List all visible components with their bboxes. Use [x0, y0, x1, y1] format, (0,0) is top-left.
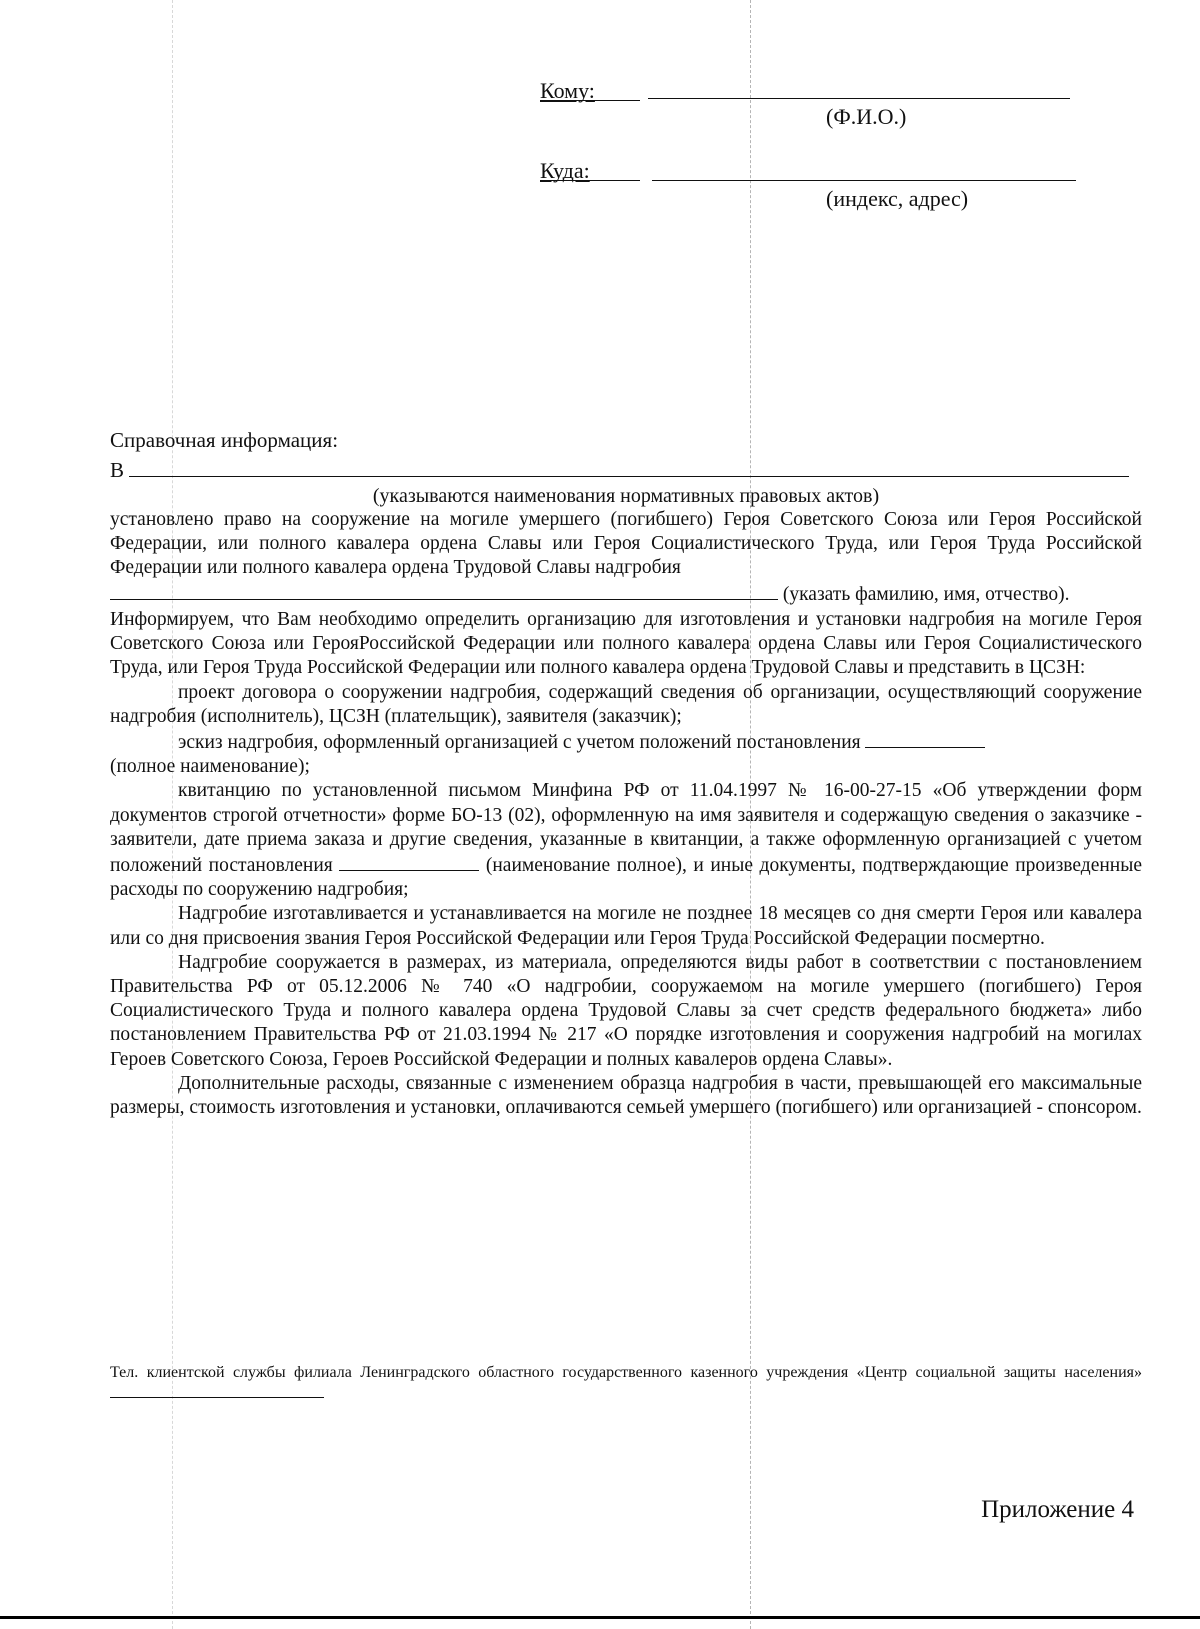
item-receipt-text: квитанцию по установленной письмом Минфина РФ от 11.04.1997 № 16-00-27-15 «Об утверждении форм документов строгой отчетности» форме БО-13 (02), оформленную на имя заявителя и содержащую сведения о заказчике - заявители, дате приема заказа и другие сведения, указанные в квитанции, а также оформленную организацией с учетом положений постановления — [110, 780, 1142, 877]
item-receipt-tail: (наименование полное), и иные документы, подтверждающие произведенные расходы по сооружению надгробия; — [110, 855, 1142, 901]
to-label: Кому: — [540, 78, 595, 103]
right-text: установлено право на сооружение на могиле умершего (погибшего) Героя Советского Союза или Героя Российской Федерации, или полного кавалера ордена Славы или Героя Социалистического Труда, или Героя Труда Российской Федерации или полного кавалера ордена Трудовой Славы надгробия — [110, 509, 1142, 579]
receipt-field-line[interactable] — [339, 852, 479, 871]
fio-hint: (указать фамилию, имя, отчество). — [782, 583, 1070, 605]
acts-prefix: В — [110, 458, 125, 482]
sketch-field-line[interactable] — [865, 729, 985, 748]
to-field-line[interactable] — [648, 98, 1070, 99]
item-sketch-text: эскиз надгробия, оформленный организацией с учетом положений постановления — [178, 732, 861, 754]
where-hint: (индекс, адрес) — [826, 186, 969, 211]
fio-line — [110, 581, 1142, 607]
inform-paragraph: Информируем, что Вам необходимо определить организацию для изготовления и установки надгробия на могиле Героя Советского Союза или ГерояРоссийской Федерации или полного кавалера ордена Славы или Героя Социалистического Труда, или Героя Труда Российской Федерации или полного кавалера ордена Трудовой Славы и представить в ЦСЗН: — [110, 609, 1142, 679]
acts-hint-text: (указываются наименования нормативных правовых актов) — [372, 485, 880, 507]
extra-costs-paragraph: Дополнительные расходы, связанные с изменением образца надгробия в части, превышающей его максимальные размеры, стоимость изготовления и установки, оплачиваются семьей умершего (погибшего) или организацией - спонсором. — [110, 1072, 1142, 1119]
phone-field-line[interactable] — [110, 1383, 324, 1398]
item-sketch-tail: (полное наименование); — [110, 756, 310, 778]
size-paragraph: Надгробие сооружается в размерах, из материала, определяются виды работ в соответствии с постановлением Правительства РФ от 05.12.2006 № 740 «О надгробии, сооружаемом на могиле умершего (погибшего) Героя Социалистического Труда и полного кавалера ордена Трудовой Славы за счет средств федерального бюджета» либо постановлением Правительства РФ от 21.03.1994 № 217 «О порядке изготовления и сооружения надгробий на могилах Героев Советского Союза, Героев Российской Федерации и полных кавалеров ордена Славы». — [110, 951, 1142, 1070]
phone-text: Тел. клиентской службы филиала Ленинградского областного государственного казенного учреждения «Центр социальной защиты населения» — [110, 1364, 1142, 1381]
item-receipt — [110, 779, 1142, 902]
phone-footer — [110, 1362, 1142, 1404]
acts-line — [110, 458, 1142, 482]
page-bottom-border — [0, 1616, 1200, 1619]
main-body — [110, 608, 1142, 1120]
to-hint: (Ф.И.О.) — [826, 104, 907, 129]
acts-hint — [110, 484, 1142, 508]
fio-field-line[interactable] — [110, 581, 778, 600]
reference-title-text: Справочная информация: — [110, 428, 339, 452]
reference-title — [110, 428, 1142, 452]
right-paragraph — [110, 508, 1142, 607]
item-contract: проект договора о сооружении надгробия, содержащий сведения об организации, осуществляющий сооружение надгробия (исполнитель), ЦСЗН (плательщик), заявителя (заказчик); — [110, 681, 1142, 727]
where-underline-short — [540, 180, 640, 181]
appendix-label: Приложение 4 — [981, 1496, 1134, 1523]
acts-field-line[interactable] — [129, 458, 1129, 477]
deadline-paragraph: Надгробие изготавливается и устанавливается на могиле не позднее 18 месяцев со дня смерти Героя или кавалера или со дня присвоения звания Героя Российской Федерации или Героя Труда Российской Федерации посмертно. — [110, 903, 1142, 949]
where-label: Куда: — [540, 158, 590, 183]
to-underline-short — [540, 100, 640, 101]
where-field-line[interactable] — [652, 180, 1076, 181]
item-sketch — [110, 729, 1142, 755]
